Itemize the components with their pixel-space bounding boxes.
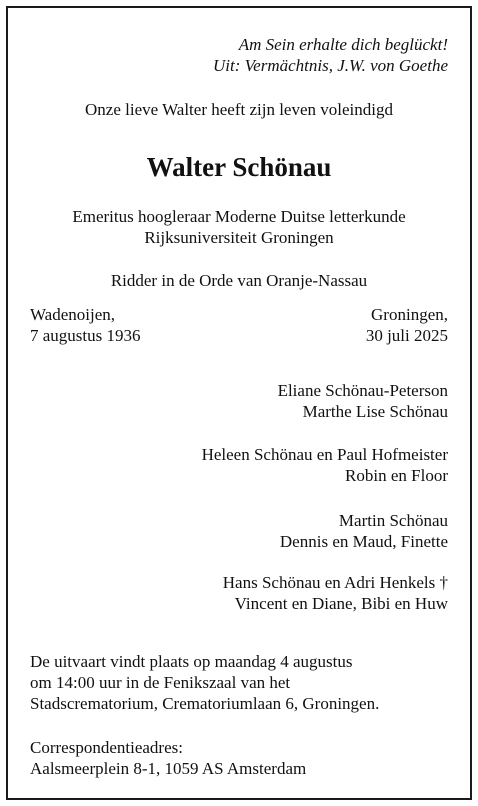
family-group-1 xyxy=(278,380,448,422)
birth-info xyxy=(30,304,141,346)
correspondence xyxy=(30,737,306,779)
deceased-name xyxy=(0,151,478,183)
motto xyxy=(213,34,448,76)
death-place: Groningen, xyxy=(371,305,448,324)
position-line-2: Rijksuniversiteit Groningen xyxy=(144,228,334,247)
birth-date: 7 augustus 1936 xyxy=(30,326,141,345)
funeral-line-3: Stadscrematorium, Crematoriumlaan 6, Groningen. xyxy=(30,694,380,713)
correspondence-address: Aalsmeerplein 8-1, 1059 AS Amsterdam xyxy=(30,759,307,778)
motto-line-2: Uit: Vermächtnis, J.W. von Goethe xyxy=(213,56,448,75)
funeral-line-1: De uitvaart vindt plaats op maandag 4 augustus xyxy=(30,652,353,671)
death-info xyxy=(366,304,448,346)
deceased-name-text: Walter Schönau xyxy=(146,152,332,182)
intro-line: Onze lieve Walter heeft zijn leven voleindigd xyxy=(85,100,393,119)
position-line-1: Emeritus hoogleraar Moderne Duitse letterkunde xyxy=(72,207,406,226)
intro-text xyxy=(0,99,478,120)
family-line: Hans Schönau en Adri Henkels † xyxy=(222,573,448,592)
family-group-3 xyxy=(280,510,448,552)
funeral-line-2: om 14:00 uur in de Fenikszaal van het xyxy=(30,673,291,692)
family-line: Marthe Lise Schönau xyxy=(302,402,448,421)
honor-line: Ridder in de Orde van Oranje-Nassau xyxy=(110,271,368,290)
correspondence-label: Correspondentieadres: xyxy=(30,738,183,757)
funeral-info xyxy=(30,651,379,714)
honor xyxy=(0,270,478,291)
family-line: Eliane Schönau-Peterson xyxy=(277,381,448,400)
death-date: 30 juli 2025 xyxy=(365,326,448,345)
family-line: Dennis en Maud, Finette xyxy=(279,532,448,551)
family-group-4 xyxy=(223,572,448,614)
position xyxy=(0,206,478,248)
family-line: Vincent en Diane, Bibi en Huw xyxy=(234,594,448,613)
family-group-2 xyxy=(202,444,448,486)
family-line: Robin en Floor xyxy=(345,466,448,485)
motto-line-1: Am Sein erhalte dich beglückt! xyxy=(238,35,448,54)
family-line: Martin Schönau xyxy=(338,511,448,530)
birth-place: Wadenoijen, xyxy=(30,305,116,324)
family-line: Heleen Schönau en Paul Hofmeister xyxy=(201,445,448,464)
